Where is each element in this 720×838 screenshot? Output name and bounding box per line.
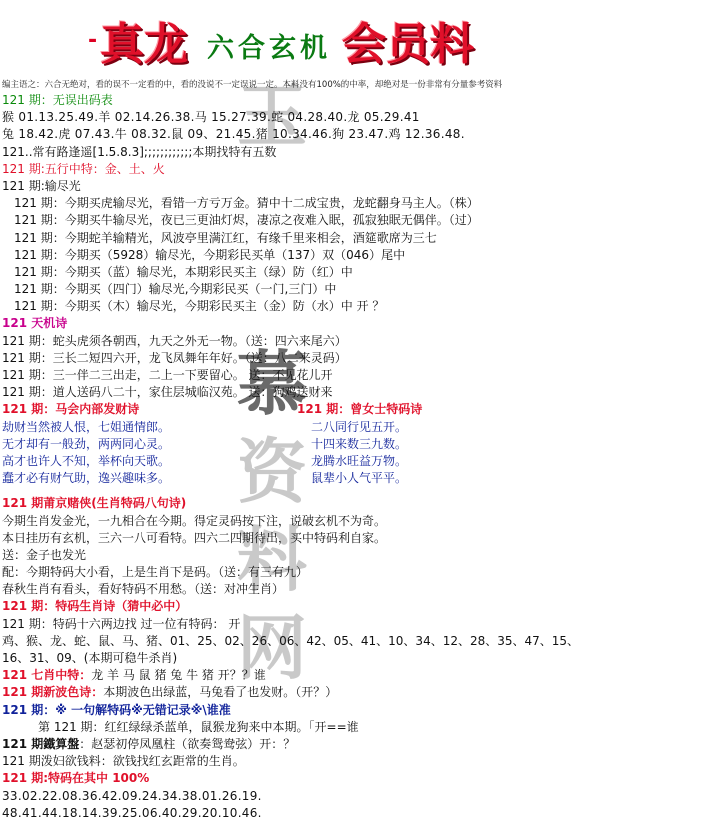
watermark-char: 资 — [237, 430, 307, 513]
text-line: 配：今期特码大小看，上是生肖下是码。（送：有三有九） — [2, 565, 309, 580]
watermark-char: 玉 — [237, 74, 307, 157]
text-line: 121 期：蛇头虎须各朝西，九天之外无一物。（送：四六来尾六） — [2, 333, 347, 348]
text-line: 16、31、09、(本期可稳牛杀肖) — [2, 651, 178, 665]
poem-line: 蠢才必有财气助，逸兴趣味多。 — [2, 471, 171, 486]
section-title: 121 期莆京赌侠(生肖特码八句诗) — [2, 496, 187, 511]
line-text: 本期波色出绿蓝，马兔看了也发财。（开？） — [103, 685, 338, 700]
text-line: 121 期泼妇欲钱料：欲钱找红玄距常的生肖。 — [2, 754, 245, 769]
header-dash: - — [88, 28, 98, 53]
section-title: 121 期：特码生肖诗（猜中必中） — [2, 599, 188, 614]
section-title: 121 期：※ 一句解特码※无错记录※\谁准 — [2, 702, 231, 717]
page-header — [0, 0, 720, 78]
right-poem — [297, 401, 597, 487]
watermark-char: 料 — [237, 518, 307, 601]
title-part-b: 会员料 — [342, 19, 474, 70]
title-middle: 六合玄机 — [207, 33, 331, 64]
poem-columns — [2, 401, 720, 487]
code-row: 兔 18.42.虎 07.43.牛 08.32.鼠 09、21.45.猪 10.34.46.狗 23.47.鸡 12.36.48. — [2, 127, 465, 142]
text-line: 今期生肖发金光，一九相合在今期。得定灵码按下注，说破玄机不为奇。 — [2, 513, 387, 528]
line-label: 121 七肖中特： — [2, 668, 92, 683]
line-text: ：赵瑟初停凤凰柱（欲奏鸳鸯弦）开：？ — [79, 736, 296, 751]
text-line: 121 期：特码十六两边找 过一位有特码： 开 — [2, 616, 241, 631]
line-label: 121 期新波色诗： — [2, 685, 104, 700]
title-part-a: 真龙 — [100, 19, 188, 70]
poem-line: 十四来数三九数。 — [311, 436, 408, 451]
line-label: 121 期鐵算盤 — [2, 736, 80, 751]
poem-title: 121 期：曾女士特码诗 — [297, 402, 423, 417]
left-poem — [2, 401, 297, 487]
text-line: 121 期：今期买（四门）输尽光,今期彩民买（一门,三门）中 — [14, 282, 337, 297]
poem-line: 龙腾水旺益万物。 — [311, 453, 408, 468]
code-row: 48.41.44.18.14.39.25.06.40.29.20.10.46. — [2, 805, 262, 820]
section-title: 121 期：无误出码表 — [2, 93, 113, 107]
text-line: 本日挂历有玄机，三六一八可看特。四六二四期待出，买中特码利自家。 — [2, 530, 387, 545]
text-line: 鸡、猴、龙、蛇、鼠、马、猪、01、25、02、26、06、42、05、41、10、34、12、28、35、47、15、 — [2, 633, 580, 648]
section-title: 121 期:五行中特：金、土、火 — [2, 161, 165, 176]
watermark-char: 慕 — [237, 342, 307, 425]
wave-color-line — [2, 684, 720, 701]
text-line: 121 期：今期买虎输尽光，看错一方亏万金。猜中十二成宝贵，龙蛇翻身马主人。（株） — [14, 196, 479, 211]
text-line: 121 期：今期买（木）输尽光，今期彩民买主（金）防（水）中 开 ？ — [14, 299, 385, 314]
poem-line: 二八同行见五开。 — [311, 419, 408, 434]
text-line: 春秋生肖有看头，看好特码不用愁。（送：对冲生肖） — [2, 582, 285, 597]
text-line: 121..常有路逢遥[1.5.8.3];;;;;;;;;;;;本期找特有五数 — [2, 144, 277, 159]
section-title: 121 期:特码在其中 100% — [2, 771, 150, 786]
watermark-char: 网 — [237, 606, 307, 689]
main-content — [0, 92, 720, 822]
text-line: 121 期：道人送码八二十，家住层城临汉苑。 送：狗鸡送财来 — [2, 385, 333, 400]
text-line: 121 期:输尽光 — [2, 178, 81, 193]
poem-line: 高才也许人不知，举杯向天歌。 — [2, 453, 171, 468]
text-line: 第 121 期：红红绿绿杀蓝单，鼠猴龙狗来中本期。「开==谁 — [38, 719, 359, 734]
text-line: 121 期：三长二短四六开，龙飞凤舞年年好。（送：八二来灵码） — [2, 350, 347, 365]
line-text: 龙 羊 马 鼠 猪 兔 牛 猪 开？？谁 — [91, 668, 266, 683]
text-line: 121 期：三一伴二三出走，二上一下要留心。 送：不见花儿开 — [2, 368, 333, 382]
abacus-line — [2, 736, 720, 753]
text-line: 121 期：今期买（蓝）输尽光，本期彩民买主（绿）防（红）中 — [14, 264, 353, 279]
text-line: 121 期：今期买牛输尽光，夜已三更油灯烬，凄凉之夜难入眠，孤寂独眠无偶伴。（过） — [14, 213, 479, 228]
code-row: 33.02.22.08.36.42.09.24.34.38.01.26.19. — [2, 788, 262, 803]
editor-note: 编主语之：六合无绝对，看的误不一定看的中，看的没说不一定误说一定。本料没有100%的中率，却绝对是一份非常有分量参考资料 — [2, 80, 503, 90]
section-title: 121 天机诗 — [2, 316, 68, 331]
poem-line: 无才却有一般劲，两两同心灵。 — [2, 436, 171, 451]
code-row: 猴 01.13.25.49.羊 02.14.26.38.马 15.27.39.蛇 04.28.40.龙 05.29.41 — [2, 110, 420, 125]
text-line: 送：金子也发光 — [2, 547, 87, 562]
poem-line: 劫财当然被人恨，七姐通情郎。 — [2, 419, 171, 434]
text-line: 121 期：今期蛇羊输精光，风波亭里满江红，有缘千里来相会，酒筵歌席为三七 — [14, 230, 437, 245]
poem-title: 121 期：马会内部发财诗 — [2, 402, 140, 417]
seven-zodiac-line — [2, 667, 720, 684]
poem-line: 鼠辈小人气平平。 — [311, 471, 408, 486]
text-line: 121 期：今期买（5928）输尽光，今期彩民买单（137）双（046）尾中 — [14, 247, 406, 262]
